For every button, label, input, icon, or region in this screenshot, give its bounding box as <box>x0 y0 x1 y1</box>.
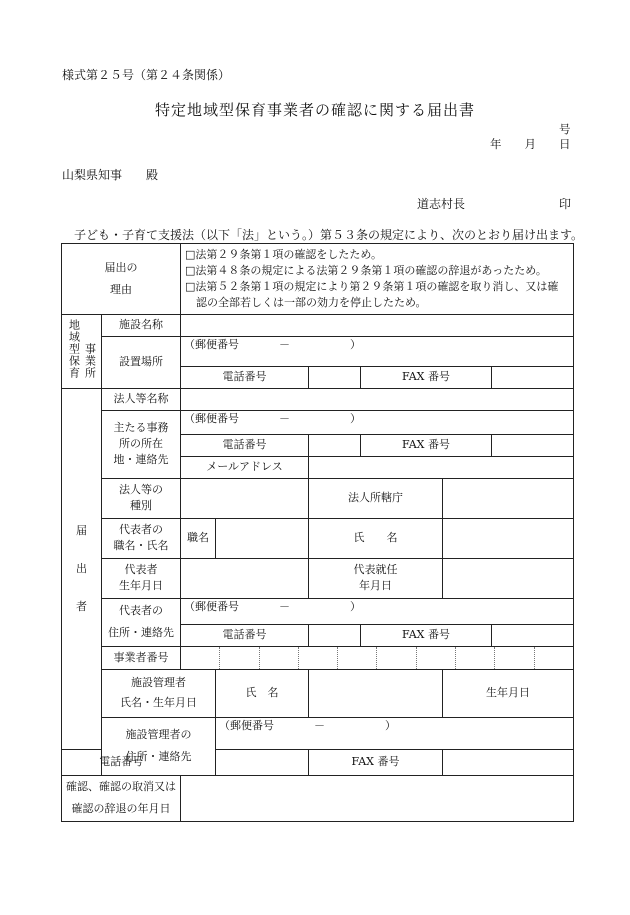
digit-box[interactable] <box>260 647 299 669</box>
facility-postal-field[interactable]: （郵便番号 － ） <box>181 336 574 366</box>
digit-box[interactable] <box>220 647 259 669</box>
reason-option-3[interactable]: □法第５２条第１項の規定により第２９条第１項の確認を取り消し、又は確認の全部若しくは一部の効力を停止したため。 <box>185 279 559 309</box>
main-office-fax-field[interactable] <box>492 434 574 456</box>
manager-address-label: 施設管理者の 住所・連絡先 <box>102 717 216 775</box>
jurisdiction-label: 法人所轄庁 <box>309 478 443 518</box>
rep-birth-field[interactable] <box>181 558 309 598</box>
confirmation-date-field[interactable] <box>181 775 574 821</box>
rep-fax-field[interactable] <box>492 624 574 646</box>
manager-name-label: 氏 名 <box>216 669 309 717</box>
reason-options <box>181 244 574 315</box>
facility-phone-label: 電話番号 <box>181 366 309 388</box>
main-office-phone-field[interactable] <box>309 434 361 456</box>
reason-option-2[interactable]: □法第４８条の規定による法第２９条第１項の確認の辞退があったため。 <box>185 263 547 277</box>
business-number-label: 事業者番号 <box>102 646 181 669</box>
manager-birth-label: 生年月日 <box>443 669 574 717</box>
applicant-group-label: 届 出 者 <box>62 388 102 749</box>
facility-group-label: 地域型保育 事業所 <box>62 314 102 388</box>
digit-box[interactable] <box>456 647 495 669</box>
manager-fax-label: FAX 番号 <box>309 749 443 775</box>
main-office-email-field[interactable] <box>309 456 574 478</box>
rep-phone-field[interactable] <box>309 624 361 646</box>
manager-phone-label: 電話番号 <box>62 749 181 775</box>
digit-box[interactable] <box>417 647 456 669</box>
seal-label: 印 <box>559 197 572 211</box>
rep-address-label: 代表者の 住所・連絡先 <box>102 598 181 646</box>
page-title: 特定地域型保育事業者の確認に関する届出書 <box>154 101 475 119</box>
manager-fax-field[interactable] <box>443 749 574 775</box>
notification-form-table <box>61 243 574 822</box>
digit-box[interactable] <box>299 647 338 669</box>
digit-box[interactable] <box>535 647 573 669</box>
date-label: 年 月 日 <box>490 137 571 151</box>
facility-phone-field[interactable] <box>309 366 361 388</box>
title-label: 職名 <box>181 518 216 558</box>
digit-box[interactable] <box>377 647 416 669</box>
confirmation-date-label: 確認、確認の取消又は 確認の辞退の年月日 <box>62 775 181 821</box>
manager-name-birth-label: 施設管理者 氏名・生年月日 <box>102 669 216 717</box>
document-number-label: 号 <box>559 122 571 136</box>
manager-name-field[interactable] <box>309 669 443 717</box>
reason-label: 届出の 理由 <box>62 244 181 315</box>
rep-title-field[interactable] <box>216 518 309 558</box>
digit-box[interactable] <box>338 647 377 669</box>
manager-postal-field[interactable]: （郵便番号 － ） <box>216 717 574 749</box>
digit-box[interactable] <box>495 647 534 669</box>
main-office-email-label: メールアドレス <box>181 456 309 478</box>
main-office-label: 主たる事務 所の所在 地・連絡先 <box>102 410 181 478</box>
facility-name-field[interactable] <box>181 314 574 336</box>
digit-box[interactable] <box>181 647 220 669</box>
rep-name-label: 氏 名 <box>309 518 443 558</box>
corp-type-field[interactable] <box>181 478 309 518</box>
corp-name-label: 法人等名称 <box>102 388 181 410</box>
rep-fax-label: FAX 番号 <box>361 624 492 646</box>
rep-postal-field[interactable]: （郵便番号 － ） <box>181 598 574 624</box>
rep-appointed-field[interactable] <box>443 558 574 598</box>
addressee: 山梨県知事 殿 <box>62 168 159 182</box>
rep-title-label: 代表者の 職名・氏名 <box>102 518 181 558</box>
facility-fax-label: FAX 番号 <box>361 366 492 388</box>
manager-phone-field[interactable] <box>216 749 309 775</box>
corp-type-label: 法人等の 種別 <box>102 478 181 518</box>
corp-name-field[interactable] <box>181 388 574 410</box>
jurisdiction-field[interactable] <box>443 478 574 518</box>
reason-option-1[interactable]: □法第２９条第１項の確認をしたため。 <box>185 248 382 261</box>
main-office-fax-label: FAX 番号 <box>361 434 492 456</box>
intro-text: 子ども・子育て支援法（以下「法」という。）第５３条の規定により、次のとおり届け出ます。 <box>74 228 584 242</box>
rep-birth-label: 代表者 生年月日 <box>102 558 181 598</box>
rep-phone-label: 電話番号 <box>181 624 309 646</box>
business-number-field[interactable] <box>181 646 574 669</box>
facility-name-label: 施設名称 <box>102 314 181 336</box>
form-number: 様式第２５号（第２４条関係） <box>62 68 231 82</box>
rep-appointed-label: 代表就任 年月日 <box>309 558 443 598</box>
facility-fax-field[interactable] <box>492 366 574 388</box>
facility-location-label: 設置場所 <box>102 336 181 388</box>
business-number-digit-boxes <box>181 647 573 669</box>
reason-row <box>62 244 574 315</box>
rep-name-field[interactable] <box>443 518 574 558</box>
main-office-phone-label: 電話番号 <box>181 434 309 456</box>
sender: 道志村長 <box>417 197 466 211</box>
main-office-postal-field[interactable]: （郵便番号 － ） <box>181 410 574 434</box>
